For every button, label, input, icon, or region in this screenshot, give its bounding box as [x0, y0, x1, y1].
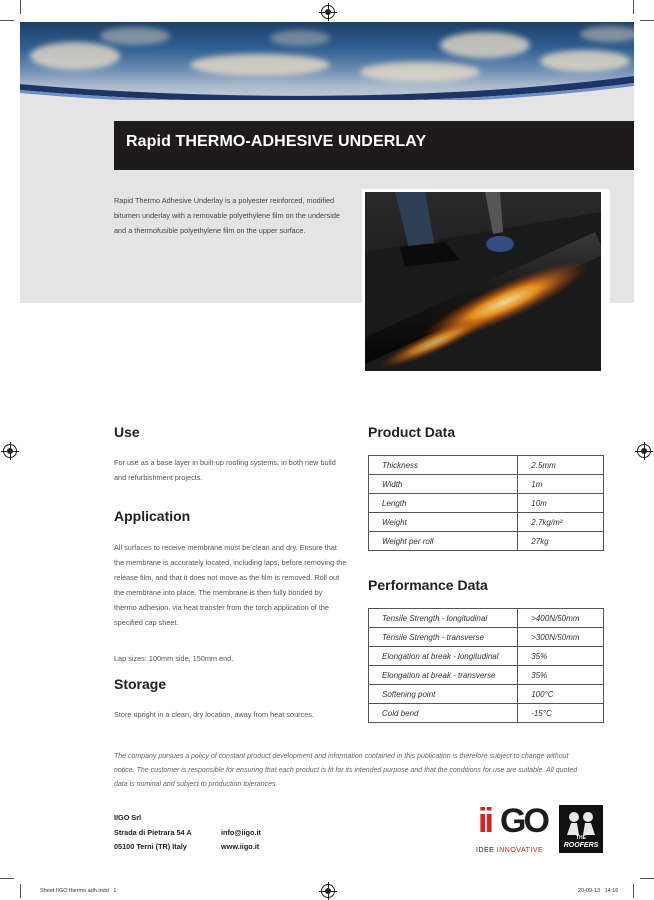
table-row: [369, 532, 604, 551]
company-city: 05100 Terni (TR) Italy: [114, 842, 187, 851]
table-row: [369, 704, 604, 723]
product-photo: [362, 189, 610, 380]
company-street: Strada di Pietrara 54 A: [114, 828, 192, 837]
table-cell-value: >300N/50mm: [518, 628, 604, 647]
table-cell-value: 35%: [518, 647, 604, 666]
crop-mark: [20, 0, 21, 14]
table-row: [369, 685, 604, 704]
table-row: [369, 513, 604, 532]
crop-mark: [633, 884, 634, 898]
the-roofers-logo: [559, 805, 603, 853]
iigo-logo-ii: ii: [478, 802, 491, 840]
table-cell-label: Elongation at break - transverse: [369, 666, 518, 685]
table-cell-label: Weight: [369, 513, 518, 532]
iigo-logo-go: GO: [500, 802, 547, 840]
intro-text: Rapid Thermo Adhesive Underlay is a polyester reinforced, modified bitumen underlay with a removable polyethylene film on the underside and a thermofusible polyethylene film on the upper surface.: [114, 196, 340, 235]
company-name: IIGO Srl: [114, 813, 142, 822]
registration-mark-bottom: [321, 884, 335, 898]
registration-mark-right: [637, 444, 651, 458]
crop-mark: [0, 878, 14, 879]
iigo-tagline-innovative: INNOVATIVE: [496, 847, 544, 854]
product-data-heading: Product Data: [368, 424, 456, 440]
table-cell-value: 1m: [518, 475, 604, 494]
use-heading: Use: [114, 424, 140, 440]
table-cell-value: 100°C: [518, 685, 604, 704]
crop-mark: [633, 0, 634, 14]
roofers-name: ROOFERS: [563, 842, 599, 849]
table-cell-label: Length: [369, 494, 518, 513]
iigo-tagline-idee: IDEE: [476, 847, 495, 854]
registration-mark-top: [321, 5, 335, 19]
table-cell-value: 2.7kg/m²: [518, 513, 604, 532]
application-text: All surfaces to receive membrane must be clean and dry. Ensure that the membrane is accurately located, including laps, before removing the release film, and that it does not move as the film is removed. Roll out the membrane into place. The membrane is then fully bonded by thermo adhesion, via heat transfer from the torch application of the specified cap sheet.: [114, 543, 347, 627]
table-cell-value: 10m: [518, 494, 604, 513]
product-title-bar: [114, 121, 634, 170]
table-row: [369, 609, 604, 628]
footer-file-slug: Sheet IIGO thermo adh.indd 1: [40, 888, 117, 894]
table-cell-value: >400N/50mm: [518, 609, 604, 628]
performance-data-table: [368, 608, 604, 723]
crop-mark: [20, 884, 21, 898]
table-cell-value: 35%: [518, 666, 604, 685]
company-contacts: [221, 826, 301, 854]
storage-text: Store upright in a clean, dry location, away from heat sources.: [114, 710, 314, 719]
table-cell-label: Weight per roll: [369, 532, 518, 551]
table-cell-value: 27kg: [518, 532, 604, 551]
table-cell-label: Tensile Strength - transverse: [369, 628, 518, 647]
title-prefix: Rapid: [126, 133, 176, 150]
use-text: For use as a base layer in built-up roofing systems, in both new build and refurbishment projects.: [114, 458, 336, 482]
company-email[interactable]: info@iigo.it: [221, 828, 261, 837]
title-main: THERMO-ADHESIVE UNDERLAY: [175, 133, 427, 150]
table-cell-value: 2.5mm: [518, 456, 604, 475]
table-row: [369, 628, 604, 647]
table-cell-value: -15°C: [518, 704, 604, 723]
iigo-tagline: [476, 847, 543, 854]
crop-mark: [640, 20, 654, 21]
iigo-logo: [476, 802, 554, 858]
table-row: [369, 475, 604, 494]
application-heading: Application: [114, 508, 191, 524]
table-cell-label: Cold bend: [369, 704, 518, 723]
table-cell-label: Tensile Strength - longitudinal: [369, 609, 518, 628]
table-cell-label: Width: [369, 475, 518, 494]
table-row: [369, 647, 604, 666]
disclaimer-text: The company pursues a policy of constant product development and information contained in this publication is therefore subject to change without notice. The customer is responsible for ensuring that each product is fit for its intended purpose and that the conditions for use are suitable. All quoted data is nominal and subject to production tolerances.: [114, 753, 578, 788]
performance-data-heading: Performance Data: [368, 577, 488, 593]
application-lap-sizes: Lap sizes: 100mm side, 150mm end.: [114, 654, 234, 663]
company-address: [114, 811, 214, 854]
table-row: [369, 666, 604, 685]
roofers-the: THE: [576, 835, 586, 841]
table-cell-label: Thickness: [369, 456, 518, 475]
crop-mark: [0, 20, 14, 21]
company-website[interactable]: www.iigo.it: [221, 842, 260, 851]
iigo-logo-mark: [476, 802, 554, 846]
product-title: [126, 133, 426, 151]
footer-timestamp: 20-09-13 14:16: [578, 888, 619, 894]
crop-mark: [640, 878, 654, 879]
table-row: [369, 494, 604, 513]
table-row: [369, 456, 604, 475]
product-data-table: [368, 455, 604, 551]
registration-mark-left: [3, 444, 17, 458]
table-cell-label: Softening point: [369, 685, 518, 704]
storage-heading: Storage: [114, 676, 167, 692]
table-cell-label: Elongation at break - longitudinal: [369, 647, 518, 666]
